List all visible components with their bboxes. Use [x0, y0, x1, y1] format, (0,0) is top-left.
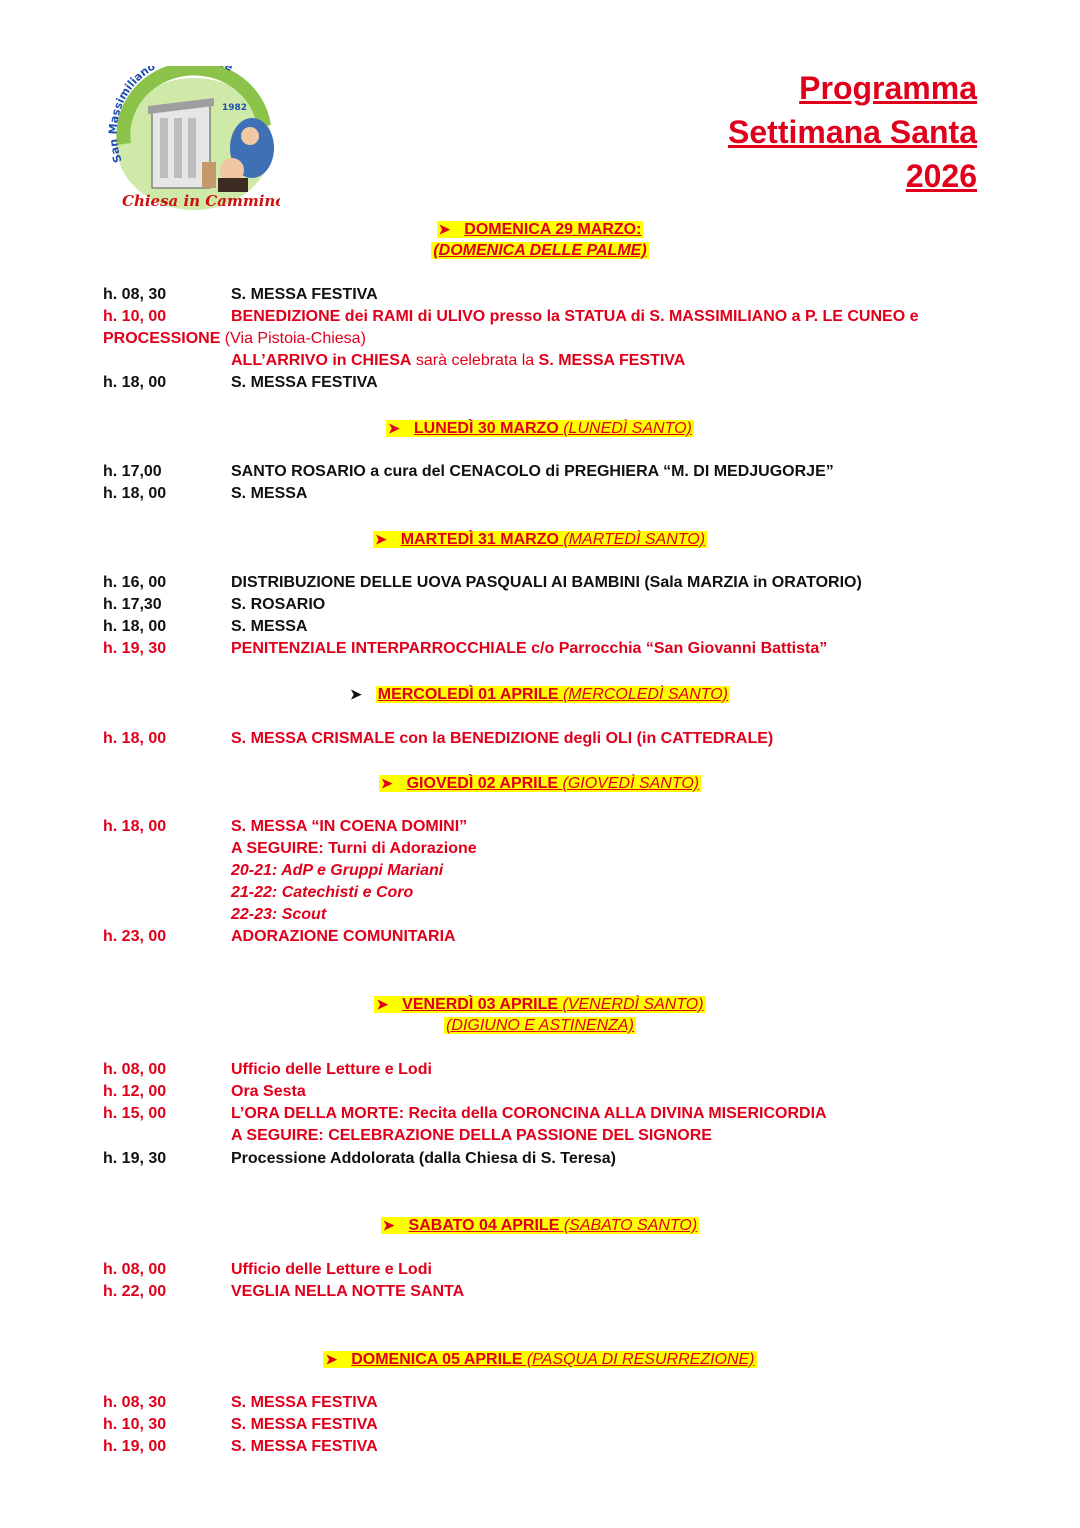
day-header-4: ➤ MERCOLEDÌ 01 APRILE (MERCOLEDÌ SANTO)	[350, 686, 728, 703]
parish-logo	[104, 66, 280, 216]
day-header-5: ➤ GIOVEDÌ 02 APRILE (GIOVEDÌ SANTO)	[380, 775, 700, 792]
arrow-bullet-icon: ➤	[438, 221, 451, 237]
arrow-bullet-icon: ➤	[380, 775, 393, 791]
title-line-3: 2026	[905, 158, 977, 194]
logo-year: 1982	[222, 103, 248, 113]
title-line-1: Programma	[799, 70, 977, 106]
document-title	[728, 66, 977, 198]
day-header-1: ➤ DOMENICA 29 MARZO:	[438, 221, 642, 238]
arrow-bullet-icon: ➤	[376, 996, 389, 1012]
arrow-bullet-icon: ➤	[374, 531, 387, 547]
day-header-7: ➤ SABATO 04 APRILE (SABATO SANTO)	[382, 1217, 698, 1234]
day-subtitle-1: (DOMENICA DELLE PALME)	[433, 242, 647, 259]
arrow-bullet-icon: ➤	[388, 420, 400, 436]
logo-arc-text: San Massimiliano e	[106, 66, 236, 165]
day-subtitle-6: (DIGIUNO E ASTINENZA)	[446, 1017, 634, 1034]
parish-logo-graphic	[104, 66, 280, 216]
day-header-8: ➤ DOMENICA 05 APRILE (PASQUA DI RESURREZIONE)	[325, 1351, 755, 1368]
day-header-6: ➤ VENERDÌ 03 APRILE (VENERDÌ SANTO)	[376, 996, 704, 1013]
title-line-2: Settimana Santa	[728, 114, 977, 150]
arrow-bullet-icon: ➤	[382, 1217, 395, 1233]
arrow-bullet-icon: ➤	[350, 686, 362, 702]
arrow-bullet-icon: ➤	[325, 1351, 338, 1367]
logo-motto: Chiesa in Cammino	[122, 192, 280, 210]
day-header-2: ➤ LUNEDÌ 30 MARZO (LUNEDÌ SANTO)	[388, 420, 692, 437]
day-header-3: ➤ MARTEDÌ 31 MARZO (MARTEDÌ SANTO)	[374, 531, 706, 548]
